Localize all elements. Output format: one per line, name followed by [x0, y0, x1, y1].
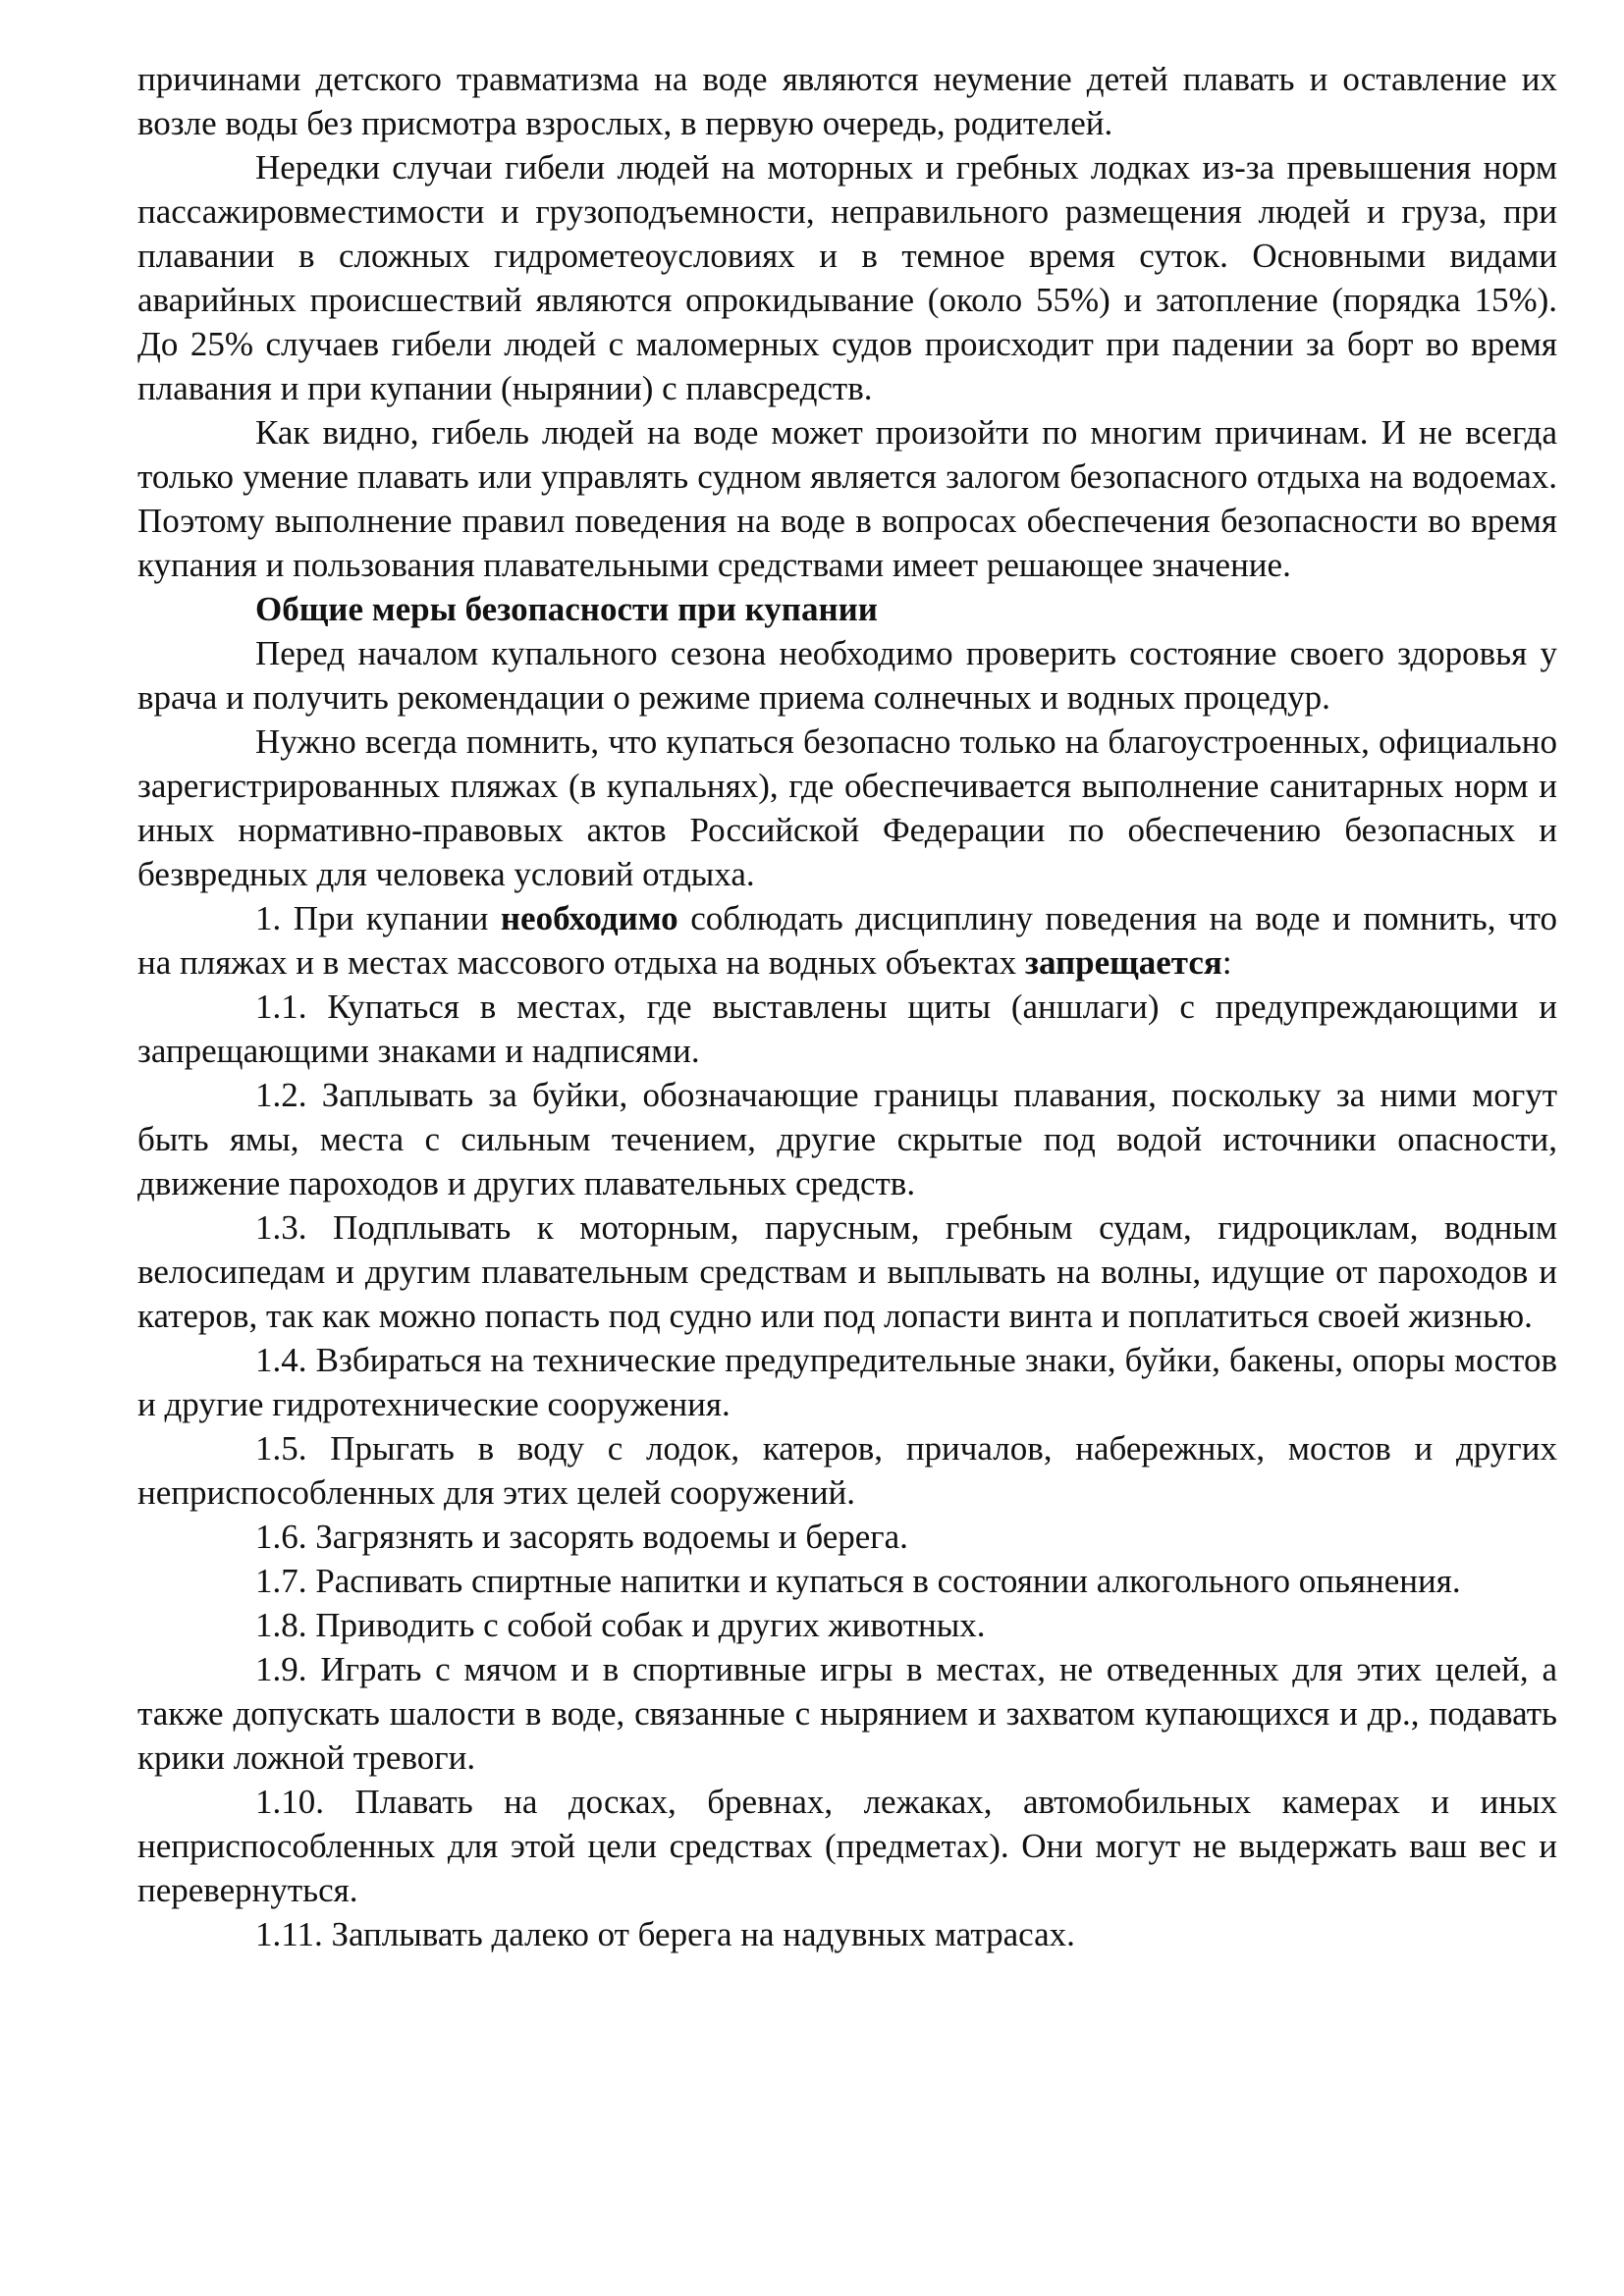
rule-item: 1.6. Загрязнять и засорять водоемы и берега. — [255, 1518, 908, 1556]
rule-item: 1.3. Подплывать к моторным, парусным, гребным судам, гидроциклам, водным велосипедам и другим плавательным средствам и выплывать на волны, идущие от пароходов и катеров, так как можно попасть под судно или под лопасти винта и поплатиться своей жизнью. — [137, 1208, 1557, 1335]
paragraph-official-beaches: Нужно всегда помнить, что купаться безопасно только на благоустроенных, официально зарегистрированных пляжах (в купальнях), где обеспечивается выполнение санитарных норм и иных нормативно-правовых актов Российской Федерации по обеспечению безопасных и безвредных для человека условий отдыха. — [137, 722, 1557, 893]
rule-item: 1.2. Заплывать за буйки, обозначающие границы плавания, поскольку за ними могут быть ямы, места с сильным течением, другие скрытые под водой источники опасности, движение пароходов и других плавательных средств. — [137, 1076, 1557, 1202]
rule-item: 1.9. Играть с мячом и в спортивные игры в местах, не отведенных для этих целей, а также допускать шалости в воде, связанные с нырянием и захватом купающихся и др., подавать крики ложной тревоги. — [137, 1650, 1557, 1777]
rule-item: 1.1. Купаться в местах, где выставлены щиты (аншлаги) с предупреждающими и запрещающими знаками и надписями. — [137, 988, 1557, 1070]
paragraph-boat-accidents: Нередки случаи гибели людей на моторных и гребных лодках из-за превышения норм пассажировместимости и грузоподъемности, неправильного размещения людей и груза, при плавании в сложных гидрометеоусловиях и в темное время суток. Основными видами аварийных происшествий являются опрокидывание (около 55%) и затопление (порядка 15%). До 25% случаев гибели людей с маломерных судов происходит при падении за борт во время плавания и при купании (нырянии) с плавсредств. — [137, 148, 1557, 407]
rule-item: 1.11. Заплывать далеко от берега на надувных матрасах. — [255, 1915, 1075, 1953]
rule-intro-end: : — [1221, 943, 1232, 982]
paragraph-continuation: причинами детского травматизма на воде являются неумение детей плавать и оставление их возле воды без присмотра взрослых, в первую очередь, родителей. — [137, 60, 1557, 142]
rule-item: 1.8. Приводить с собой собак и других животных. — [255, 1606, 986, 1644]
document-page — [137, 57, 1557, 1956]
rule-intro-start: 1. При купании — [255, 899, 501, 937]
rule-intro-bold-necessary: необходимо — [500, 899, 678, 937]
section-heading: Общие меры безопасности при купании — [255, 590, 878, 628]
rule-intro-middle: соблюдать дисциплину поведения на воде и помнить, что на пляжах и в местах массового отдыха на водных объектах — [137, 899, 1557, 982]
paragraph-rule-intro — [137, 896, 1557, 985]
paragraph-health-check: Перед началом купального сезона необходимо проверить состояние своего здоровья у врача и получить рекомендации о режиме приема солнечных и водных процедур. — [137, 634, 1557, 717]
rule-item: 1.7. Распивать спиртные напитки и купаться в состоянии алкогольного опьянения. — [255, 1562, 1461, 1600]
rule-item: 1.5. Прыгать в воду с лодок, катеров, причалов, набережных, мостов и других неприспособленных для этих целей сооружений. — [137, 1429, 1557, 1512]
paragraph-safety-importance: Как видно, гибель людей на воде может произойти по многим причинам. И не всегда только умение плавать или управлять судном является залогом безопасного отдыха на водоемах. Поэтому выполнение правил поведения на воде в вопросах обеспечения безопасности во время купания и пользования плавательными средствами имеет решающее значение. — [137, 413, 1557, 584]
rule-item: 1.10. Плавать на досках, бревнах, лежаках, автомобильных камерах и иных неприспособленных для этой цели средствах (предметах). Они могут не выдержать ваш вес и перевернуться. — [137, 1783, 1557, 1909]
rule-item: 1.4. Взбираться на технические предупредительные знаки, буйки, бакены, опоры мостов и другие гидротехнические сооружения. — [137, 1341, 1557, 1423]
rule-intro-bold-forbidden: запрещается — [1024, 943, 1222, 982]
